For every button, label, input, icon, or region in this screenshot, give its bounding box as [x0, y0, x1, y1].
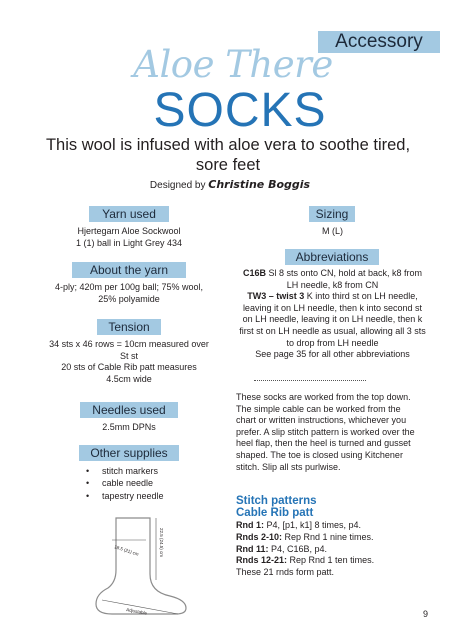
about-yarn-heading: About the yarn [72, 262, 186, 278]
tension-heading: Tension [97, 319, 161, 335]
yarn-used-line: 1 (1) ball in Light Grey 434 [75, 237, 183, 248]
abbreviations-heading: Abbreviations [285, 249, 379, 265]
yarn-used-heading: Yarn used [89, 206, 169, 222]
subtitle [20, 135, 436, 175]
tension-line: 20 sts of Cable Rib patt measures [61, 362, 197, 373]
designer-credit [100, 178, 360, 191]
about-yarn-line: 25% polyamide [98, 293, 160, 304]
abbr-line: first st on LH needle as usual, allowing all 3 sts [239, 325, 426, 336]
leg-height-label: 22.5 (24.5) cm [159, 528, 164, 558]
designed-by-label: Designed by [149, 180, 206, 191]
page-number: 9 [423, 609, 429, 619]
abbr-line: to drop from LH needle [286, 337, 379, 348]
supply-item: tapestry needle [102, 490, 164, 501]
bullet: • [86, 466, 90, 476]
abbr-line: LH needle, k8 from CN [286, 279, 379, 290]
tension-line: 4.5cm wide [106, 373, 152, 384]
foot-length-label: 18.5 (21) cm [113, 544, 140, 557]
bullet: • [86, 490, 90, 501]
abbr-c16b [236, 268, 429, 280]
round-label: Rnd 1: [236, 520, 264, 530]
about-yarn-line: 4-ply; 420m per 100g ball; 75% wool, [54, 282, 204, 292]
sock-outline [96, 518, 186, 614]
stitch-patterns-heading [236, 495, 317, 519]
list-item [86, 477, 164, 489]
intro-paragraph [236, 392, 436, 473]
title-main: SOCKS [153, 84, 327, 137]
intro-line: stitch. Slip all sts purlwise. [236, 461, 341, 472]
abbr-text: K into third st on LH needle, [304, 291, 418, 302]
abbr-tw3 [236, 291, 429, 303]
round-line [236, 567, 374, 579]
round-text: Rep Rnd 1 ten times. [287, 555, 375, 566]
sizing-value: M (L) [322, 226, 343, 236]
round-line [236, 544, 374, 556]
abbreviations-text [236, 268, 429, 361]
section-tag: Accessory [318, 31, 440, 53]
designer-name: Christine Boggis [208, 178, 311, 191]
round-line [236, 520, 374, 532]
round-text: P4, C16B, p4. [268, 543, 328, 554]
list-item [86, 490, 164, 502]
about-yarn-text [20, 282, 238, 305]
round-line [236, 532, 374, 544]
supply-item: stitch markers [102, 466, 159, 476]
needles-text [20, 422, 238, 434]
intro-line: The simple cable can be worked from the [236, 403, 401, 414]
divider [254, 380, 366, 381]
intro-line: shaped. The toe is closed using Kitchener [236, 449, 403, 460]
round-text: P4, [p1, k1] 8 times, p4. [264, 520, 362, 530]
cable-rib-rounds [236, 520, 374, 579]
round-text: Rep Rnd 1 nine times. [282, 531, 374, 542]
cable-rib-title: Cable Rib patt [236, 507, 314, 519]
intro-line: prefer. A slip stitch pattern is worked over the [236, 426, 415, 437]
stitch-patterns-title: Stitch patterns [236, 495, 317, 507]
abbr-see-page: See page 35 for all other abbreviations [255, 349, 410, 360]
list-item [86, 465, 164, 477]
bullet: • [86, 478, 90, 489]
intro-line: chart or written instructions, whichever you [236, 415, 407, 426]
intro-line: These socks are worked from the top down. [236, 392, 411, 402]
sizing-heading: Sizing [309, 206, 355, 222]
round-label: Rnd 11: [236, 543, 269, 554]
sock-diagram [86, 508, 198, 616]
abbr-line: on LH needle, leaving it on LH needle, then k [242, 314, 423, 325]
yarn-used-line: Hjertegarn Aloe Sockwool [77, 226, 181, 236]
yarn-used-text [20, 226, 238, 249]
round-label: Rnds 12-21: [236, 555, 288, 566]
intro-line: heel flap, then the heel is turned and gusset [236, 438, 411, 449]
abbr-line: leaving it on LH needle, then k into second st [242, 302, 423, 313]
round-label: Rnds 2-10: [236, 531, 283, 542]
supplies-heading: Other supplies [79, 445, 179, 461]
tension-line: St st [119, 350, 138, 361]
subtitle-line-1: This wool is infused with aloe vera to soothe tired, [45, 136, 411, 154]
abbr-text: Sl 8 sts onto CN, hold at back, k8 from [265, 268, 423, 278]
subtitle-line-2: sore feet [195, 156, 261, 174]
round-text: These 21 rnds form patt. [236, 567, 335, 578]
abbr-term: TW3 – twist 3 [247, 291, 305, 302]
supplies-list [86, 465, 164, 502]
supply-item: cable needle [102, 478, 154, 489]
tension-text [20, 339, 238, 385]
title-script: Aloe There [133, 43, 333, 86]
abbr-term: C16B [242, 268, 266, 278]
round-line [236, 555, 374, 567]
tension-line: 34 sts x 46 rows = 10cm measured over [49, 339, 209, 349]
needles-line: 2.5mm DPNs [102, 422, 156, 432]
foot-width-label: Adjustable [125, 607, 148, 616]
needles-heading: Needles used [80, 402, 178, 418]
